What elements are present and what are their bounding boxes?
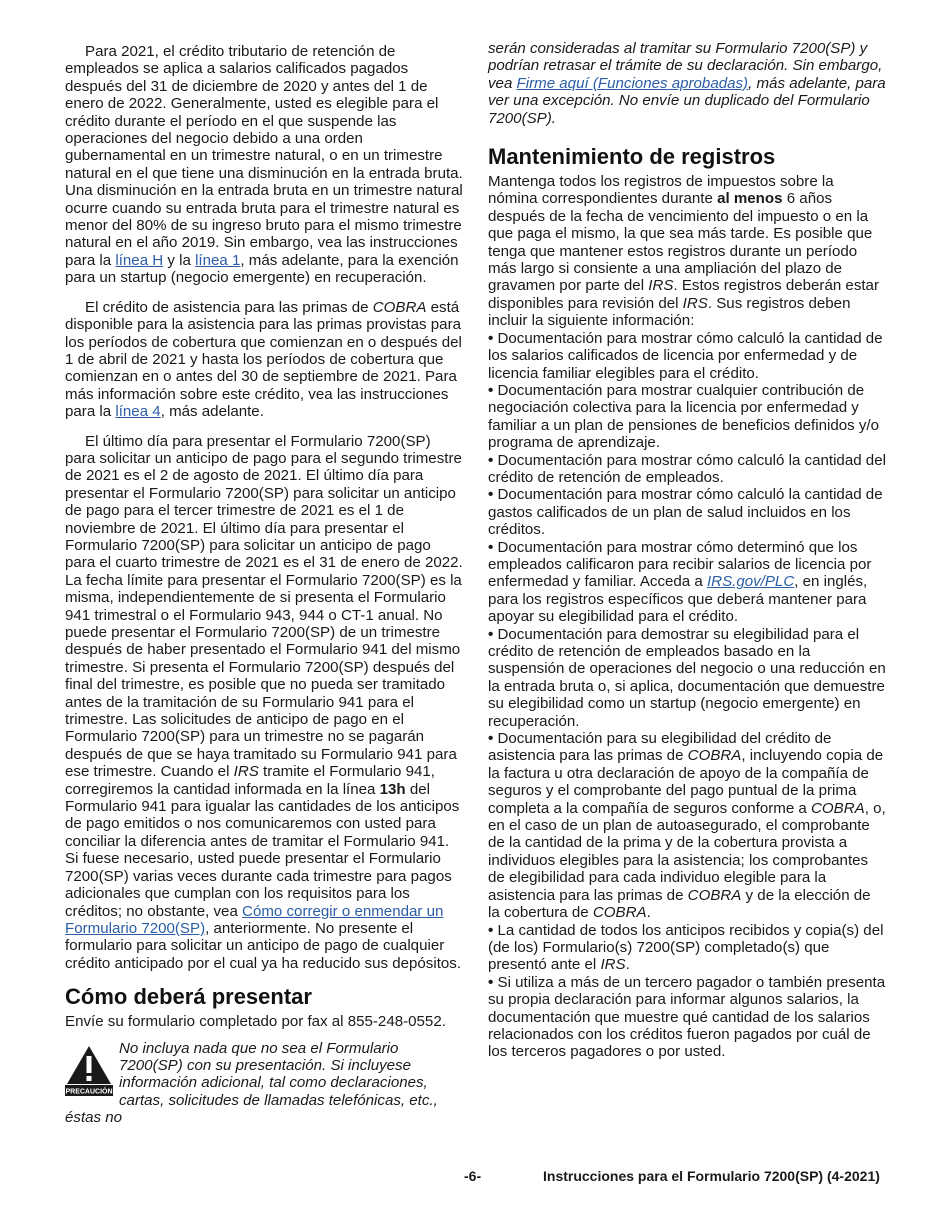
heading-mantenimiento-registros: Mantenimiento de registros [488,144,776,170]
text: , en inglés, para los registros específicos que deberá mantener para apoyar su elegibilidad para el crédito. [488,573,868,626]
link-linea-1[interactable]: línea 1 [195,251,241,269]
text-cobra: COBRA [687,747,742,765]
text: Documentación para mostrar cómo calculó la cantidad del crédito de retención de empleados. [488,451,886,486]
caution-icon [65,1044,113,1096]
records-intro [488,173,886,330]
bullet-item [488,330,886,382]
bullet-icon: • [488,451,494,469]
text: Para 2021, el crédito tributario de retención de empleados se aplica a salarios calificados pagados después del 31 de diciembre de 2020 y antes del 1 de enero de 2022. Generalmente, usted es elegible para el crédito durante el período en el que suspende las operaciones del negocio debido a una orden gubernamental en un trimestre natural, o en un trimestre natural en el que tiene una disminución en la entrada bruta. Una disminución en la entrada bruta en un trimestre natural ocurre cuando su entrada bruta para el trimestre natural es menor del 80% de su ingreso bruto para el mismo trimestre natural en el año 2019. Sin embargo, vea las instrucciones para la [65,43,463,269]
paragraph-deadlines [65,433,465,973]
text: del Formulario 941 para igualar las cantidades de los anticipos de pago emitidos o nos comunicaremos con usted para conciliar la diferencia antes de tramitar el Formulario 941. Si fuese necesario, usted puede presentar el Formulario 7200(SP) varias veces durante cada trimestre para pagos adicionales que cumplan con los requisitos para los créditos; no obstante, vea [65,780,460,920]
text-irs: IRS [682,294,708,312]
text: Documentación para demostrar su elegibilidad para el crédito de retención de empleados basado en la suspensión de operaciones del negocio o una reducción en la entrada bruta o, si aplica, documentación que demuestre su elegibilidad como un startup (negocio emergente) en recuperación. [488,625,886,730]
bullet-item [488,452,886,487]
right-column [488,40,886,1061]
text: . [625,956,630,974]
text-cobra: COBRA [592,904,647,922]
text-cobra: COBRA [687,886,742,904]
link-linea-4[interactable]: línea 4 [115,403,161,421]
text-irs: IRS [648,277,674,295]
text-irs: IRS [600,956,626,974]
bullet-icon: • [488,538,494,556]
text: Documentación para su elegibilidad del crédito de asistencia para las primas de [488,730,832,765]
text-al-menos: al menos [717,190,783,208]
bullet-icon: • [488,625,494,643]
text: . Sus registros deben incluir la siguiente información: [488,294,851,330]
text: está disponible para la asistencia para las primas provistas para los períodos de cobertura que comienzan en o después del 1 de abril de 2021 y hasta los períodos de cobertura que comienzan en o antes del 30 de septiembre de 2021. Para más información sobre este crédito, vea las instrucciones para la [65,298,462,421]
bullet-icon: • [488,486,494,504]
text-cobra: COBRA [372,298,427,316]
bullet-item [488,486,886,538]
text: , o, en el caso de un plan de autoasegurado, el comprobante de la cantidad de la prima y de la cobertura provista a individuos elegibles para la asistencia; los comprobantes de elegibilidad para cada individuo elegible para la asistencia para las primas de [488,799,886,904]
text: . [646,904,651,922]
text: , más adelante, para la exención para un startup (negocio emergente) en recuperación. [65,251,459,287]
page-number: -6- [464,1168,482,1184]
caution-label: PRECAUCIÓN [65,1088,113,1096]
text: serán consideradas al tramitar su Formulario 7200(SP) y podrían retrasar el trámite de su declaración. Sin embargo, vea [488,40,883,92]
text-line-13h: 13h [379,780,406,798]
text: , anteriormente. No presente el formulario para solicitar un anticipo de pago de cualquier crédito anticipado por el cual ya ha reducido sus depósitos. [65,919,462,972]
caution-text: No incluya nada que no sea el Formulario 7200(SP) con su presentación. Si incluyese información adicional, tal como declaraciones, cartas, solicitudes de llamadas telefónicas, etc., éstas no [65,1039,438,1127]
link-como-corregir[interactable]: Cómo corregir o enmendar un Formulario 7200(SP) [65,902,444,937]
text: La cantidad de todos los anticipos recibidos y copia(s) del (de los) Formulario(s) 7200(SP) completado(s) que presentó ante el [488,921,884,974]
text: y de la elección de la cobertura de [488,886,871,922]
fax-instructions: Envíe su formulario completado por fax al 855-248-0552. [65,1013,446,1031]
bullet-item [488,626,886,730]
paragraph-cobra-credit [65,299,465,421]
bullet-icon: • [488,381,494,399]
text: Documentación para mostrar cualquier contribución de negociación colectiva para la licencia por enfermedad y familiar a un plan de pensiones de beneficios definidos y/o programa de aprendizaje. [488,381,880,452]
text: Si utiliza a más de un tercero pagador o también presenta su propia declaración para informar algunos salarios, la documentación que muestre qué cantidad de los salarios relacionados con los créditos fueron pagados por cuál de los terceros pagadores o por usted. [488,973,886,1061]
text: Documentación para mostrar cómo calculó la cantidad de los salarios calificados de licencia por enfermedad y de licencia familiar elegibles para el crédito. [488,329,883,382]
bullet-icon: • [488,329,494,347]
bullet-item [488,922,886,974]
bullet-item [488,730,886,921]
link-firme-aqui[interactable]: Firme aquí (Funciones aprobadas) [516,74,749,92]
text: El último día para presentar el Formulario 7200(SP) para solicitar un anticipo de pago para el segundo trimestre de 2021 es el 2 de agosto de 2021. El último día para presentar el Formulario 7200(SP) para solicitar un anticipo de pago para el tercer trimestre de 2021 es el 1 de noviembre de 2021. El último día para presentar el Formulario 7200(SP) para solicitar un anticipo de pago para el cuarto trimestre de 2021 es el 31 de enero de 2022. La fecha límite para presentar el Formulario 7200(SP) es la misma, independientemente de si presenta el Formulario 941 trimestral o el Formulario 943, 944 o CT-1 anual. No puede presentar el Formulario 7200(SP) de un trimestre después de haber presentado el Formulario 941 del mismo trimestre. Si presenta el Formulario 7200(SP) después del final del trimestre, es posible que no pueda ser tramitado antes de la tramitación de su Formulario 941 para el trimestre. Las solicitudes de anticipo de pago en el Formulario 7200(SP) para un trimestre no se pagarán después de que se haya tramitado su Formulario 941 para ese trimestre. Cuando el [65,432,463,781]
text: , más adelante. [160,403,264,421]
text: . Estos registros deberán estar disponibles para revisión del [488,277,879,312]
text: 6 años después de la fecha de vencimiento del impuesto o en la que paga el mismo, la que sea más tarde. Es posible que tenga que mantener estos registros durante un período más largo si consiente a una ampliación del plazo de gravamen por parte del [488,190,873,295]
text: , más adelante, para ver una excepción. No envíe un duplicado del Formulario 7200(SP). [488,74,886,127]
text: El crédito de asistencia para las primas de [85,298,373,316]
caution-box [65,1040,465,1127]
link-irs-plc[interactable]: IRS.gov/PLC [706,573,795,591]
bullet-icon: • [488,973,494,991]
bullet-icon: • [488,921,494,939]
text: tramite el Formulario 941, corregiremos la cantidad informada en la línea [65,763,435,798]
text: Documentación para mostrar cómo determinó que los empleados calificaron para recibir salarios de licencia por enfermedad y familiar. Acceda a [488,538,872,591]
footer-title: Instrucciones para el Formulario 7200(SP) (4-2021) [543,1168,880,1184]
caution-continuation [488,40,886,127]
text: y la [163,251,196,269]
bullet-item [488,382,886,452]
text: Mantenga todos los registros de impuestos sobre la nómina correspondientes durante [488,173,834,208]
heading-como-presentar: Cómo deberá presentar [65,984,312,1010]
bullet-item [488,974,886,1061]
left-column [65,40,465,1127]
bullet-icon: • [488,730,494,748]
text: Documentación para mostrar cómo calculó la cantidad de gastos calificados de un plan de salud incluidos en los créditos. [488,486,883,539]
text: , incluyendo copia de la factura u otra declaración de apoyo de la compañía de seguros y el comprobante del pago puntual de la prima completa a la compañía de seguros conforme a [488,747,884,817]
text-cobra: COBRA [811,799,865,817]
text-irs: IRS [233,763,259,781]
bullet-item [488,539,886,626]
link-linea-h[interactable]: línea H [115,251,164,269]
paragraph-retention-credit [65,43,465,287]
